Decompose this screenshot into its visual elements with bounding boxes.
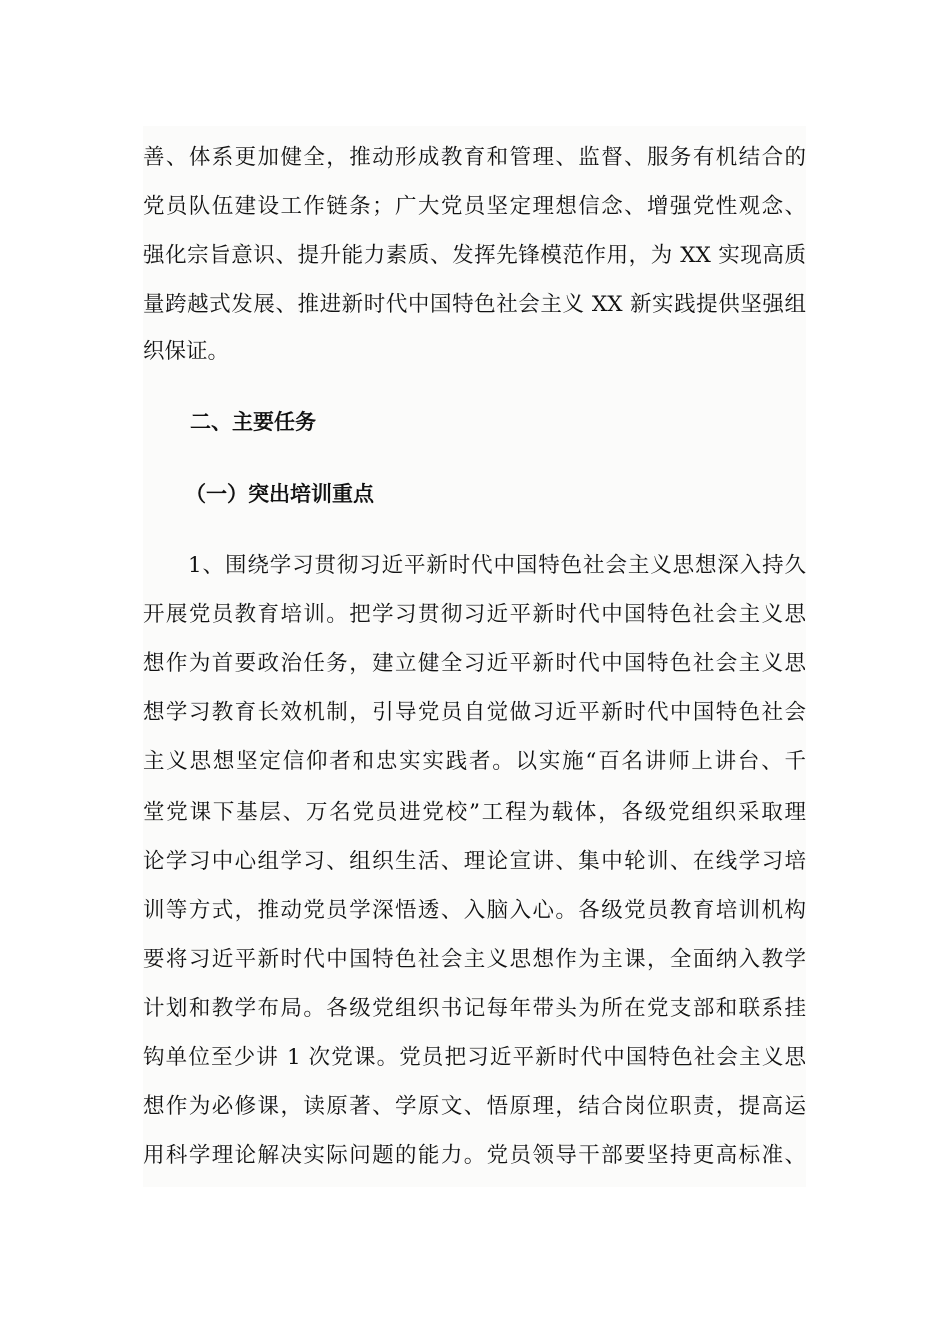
paragraph-line: 钩单位至少讲 1 次党课。党员把习近平新时代中国特色社会主义思 [143, 1045, 806, 1070]
section-heading: 二、主要任务 [190, 410, 316, 434]
paragraph-line: 开展党员教育培训。把学习贯彻习近平新时代中国特色社会主义思 [143, 602, 806, 627]
paragraph-line: 善、体系更加健全，推动形成教育和管理、监督、服务有机结合的 [143, 145, 806, 170]
paragraph-line: 想作为首要政治任务，建立健全习近平新时代中国特色社会主义思 [143, 651, 806, 676]
paragraph-line: 堂党课下基层、万名党员进党校”工程为载体，各级党组织采取理 [143, 800, 806, 825]
paragraph-line: 论学习中心组学习、组织生活、理论宣讲、集中轮训、在线学习培 [143, 849, 806, 874]
paragraph-line: 织保证。 [143, 339, 230, 364]
paragraph-line: 主义思想坚定信仰者和忠实实践者。以实施“百名讲师上讲台、千 [143, 749, 806, 774]
paragraph-line: 用科学理论解决实际问题的能力。党员领导干部要坚持更高标准、 [143, 1143, 806, 1168]
document-page [143, 126, 806, 1187]
paragraph-line: 量跨越式发展、推进新时代中国特色社会主义 XX 新实践提供坚强组 [143, 292, 806, 317]
paragraph-line: 1、围绕学习贯彻习近平新时代中国特色社会主义思想深入持久 [188, 553, 806, 578]
paragraph-line: 想学习教育长效机制，引导党员自觉做习近平新时代中国特色社会 [143, 700, 806, 725]
paragraph-line: 训等方式，推动党员学深悟透、入脑入心。各级党员教育培训机构 [143, 898, 806, 923]
paragraph-line: 要将习近平新时代中国特色社会主义思想作为主课，全面纳入教学 [143, 947, 806, 972]
paragraph-line: 计划和教学布局。各级党组织书记每年带头为所在党支部和联系挂 [143, 996, 806, 1021]
paragraph-line: 强化宗旨意识、提升能力素质、发挥先锋模范作用，为 XX 实现高质 [143, 243, 806, 268]
subsection-heading: （一）突出培训重点 [185, 482, 374, 506]
paragraph-line: 想作为必修课，读原著、学原文、悟原理，结合岗位职责，提高运 [143, 1094, 806, 1119]
paragraph-line: 党员队伍建设工作链条；广大党员坚定理想信念、增强党性观念、 [143, 194, 806, 219]
